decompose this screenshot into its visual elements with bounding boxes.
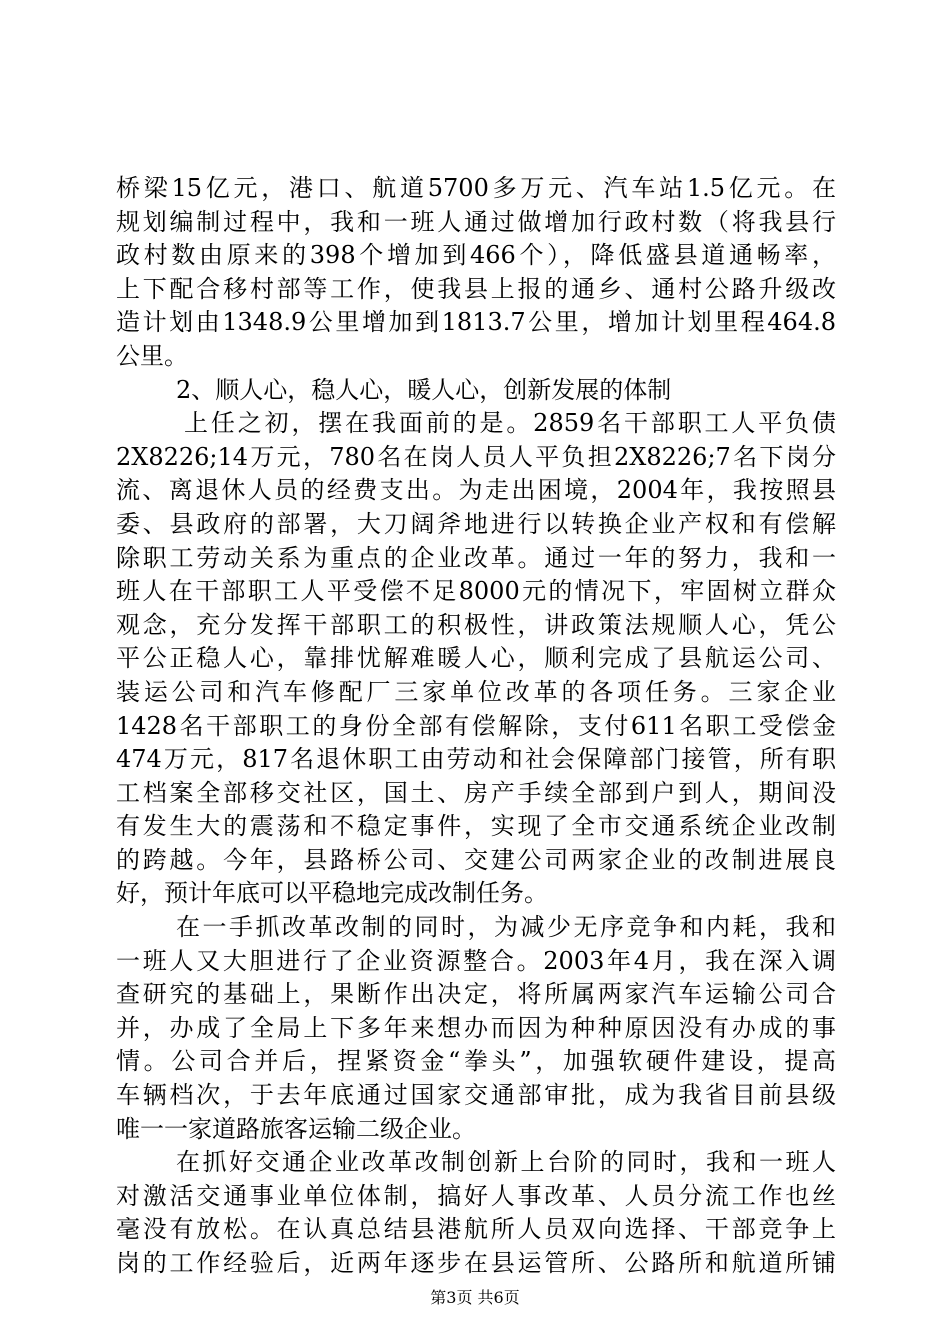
text-line: 的跨越。今年，县路桥公司、交建公司两家企业的改制进展良	[116, 845, 836, 874]
text-line: 桥梁15亿元，港口、航道5700多万元、汽车站1.5亿元。在	[116, 174, 836, 202]
text-line: 唯一一家道路旅客运输二级企业。	[116, 1114, 476, 1143]
text-line: 除职工劳动关系为重点的企业改革。通过一年的努力，我和一	[116, 543, 836, 572]
document-body	[116, 172, 836, 1281]
text-line: 上下配合移村部等工作，使我县上报的通乡、通村公路升级改	[116, 274, 836, 303]
text-line: 工档案全部移交社区，国土、房产手续全部到户到人，期间没	[116, 778, 836, 807]
text-line: 上任之初，摆在我面前的是。2859名干部职工人平负债	[184, 409, 836, 438]
text-line: 毫没有放松。在认真总结县港航所人员双向选择、干部竞争上	[116, 1215, 836, 1244]
text-line: 并，办成了全局上下多年来想办而因为种种原因没有办成的事	[116, 1013, 836, 1042]
text-line: 474万元，817名退休职工由劳动和社会保障部门接管，所有职	[116, 745, 836, 774]
text-line: 车辆档次，于去年底通过国家交通部审批，成为我省目前县级	[116, 1081, 836, 1110]
text-line: 公里。	[116, 341, 188, 370]
text-line: 好，预计年底可以平稳地完成改制任务。	[116, 879, 548, 908]
text-line: 装运公司和汽车修配厂三家单位改革的各项任务。三家企业	[116, 677, 836, 706]
text-line: 2、顺人心，稳人心，暖人心，创新发展的体制	[176, 375, 672, 404]
text-line: 政村数由原来的398个增加到466个），降低盛县道通畅率，	[116, 241, 836, 270]
text-line: 1428名干部职工的身份全部有偿解除，支付611名职工受偿金	[116, 711, 836, 740]
text-line: 规划编制过程中，我和一班人通过做增加行政村数（将我县行	[116, 207, 836, 236]
text-line: 在一手抓改革改制的同时，为减少无序竞争和内耗，我和	[176, 913, 836, 942]
text-line: 在抓好交通企业改革改制创新上台阶的同时，我和一班人	[176, 1148, 836, 1177]
text-line: 查研究的基础上，果断作出决定，将所属两家汽车运输公司合	[116, 980, 836, 1009]
text-line: 岗的工作经验后，近两年逐步在县运管所、公路所和航道所铺	[116, 1249, 836, 1277]
text-line: 造计划由1348.9公里增加到1813.7公里，增加计划里程464.8	[116, 308, 836, 337]
text-line: 一班人又大胆进行了企业资源整合。2003年4月，我在深入调	[116, 946, 836, 975]
text-line: 有发生大的震荡和不稳定事件，实现了全市交通系统企业改制	[116, 812, 836, 841]
text-line: 观念，充分发挥干部职工的积极性，讲政策法规顺人心，凭公	[116, 610, 836, 639]
text-line: 对激活交通事业单位体制，搞好人事改革、人员分流工作也丝	[116, 1181, 836, 1210]
text-line: 流、离退休人员的经费支出。为走出困境，2004年，我按照县	[116, 476, 836, 505]
text-line: 委、县政府的部署，大刀阔斧地进行以转换企业产权和有偿解	[116, 509, 836, 538]
text-line: 情。公司合并后，捏紧资金“拳头”，加强软硬件建设，提高	[116, 1047, 836, 1076]
text-line: 班人在干部职工人平受偿不足8000元的情况下，牢固树立群众	[116, 577, 836, 606]
text-line: 2X8226;14万元，780名在岗人员人平负担2X8226;7名下岗分	[116, 442, 836, 471]
text-line: 平公正稳人心，靠排忧解难暖人心，顺利完成了县航运公司、	[116, 644, 836, 673]
page-footer: 第3页 共6页	[430, 1288, 520, 1307]
